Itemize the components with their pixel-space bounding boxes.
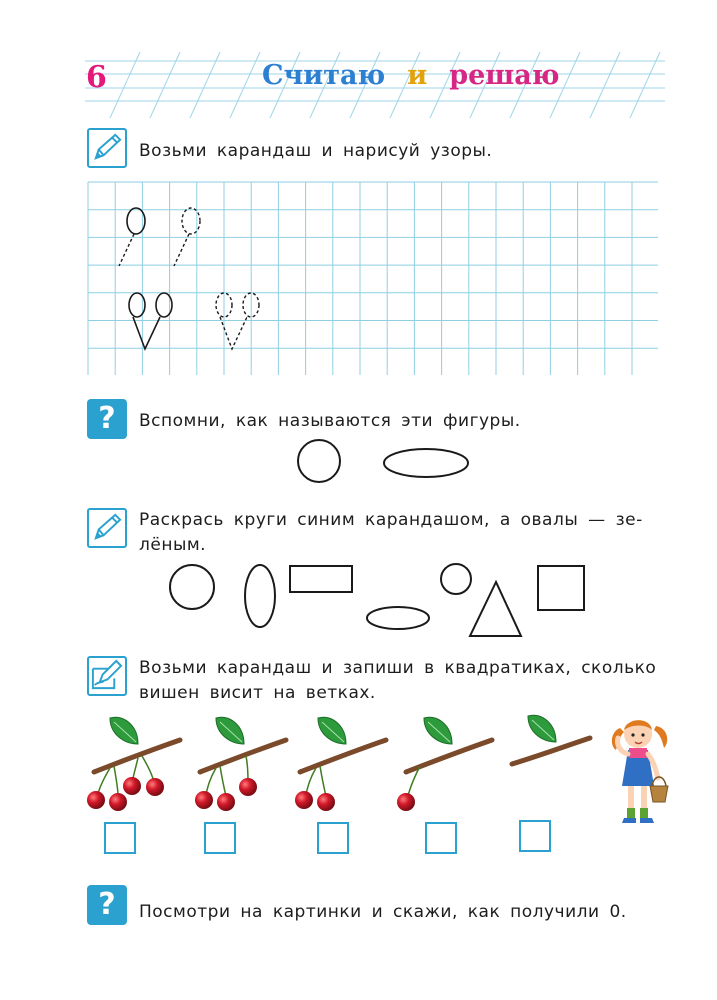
answer-box-3[interactable]	[317, 822, 349, 854]
answer-box-5[interactable]	[519, 820, 551, 852]
task-shapes-text: Вспомни, как называются эти фигуры.	[139, 411, 521, 431]
page-title	[262, 60, 559, 91]
cherry-branch-5	[512, 715, 590, 764]
girl-illustration	[602, 712, 676, 832]
title-word-1: Считаю	[262, 60, 386, 91]
shape-oval-horizontal	[367, 607, 429, 629]
writing-icon	[87, 656, 127, 696]
task-cherries-line1: Возьми карандаш и запиши в квадратиках, сколько	[139, 658, 657, 678]
cherry-branches	[80, 712, 600, 817]
shape-circle-small	[441, 564, 471, 594]
answer-box-4[interactable]	[425, 822, 457, 854]
cherry-branch-1	[87, 717, 180, 811]
pattern-string-dashed	[119, 234, 134, 266]
question-icon: ?	[87, 399, 127, 439]
cherry-branch-3	[295, 717, 386, 811]
shape-rectangle	[290, 566, 352, 592]
answer-box-1[interactable]	[104, 822, 136, 854]
answer-box-2[interactable]	[204, 822, 236, 854]
shape-circle	[298, 440, 340, 482]
title-word-3: решаю	[449, 60, 560, 91]
shape-oval	[384, 449, 468, 477]
shape-square	[538, 566, 584, 610]
pattern-pair-strings	[133, 317, 160, 349]
shape-triangle	[470, 582, 521, 636]
task-zero-text: Посмотри на картинки и скажи, как получили 0.	[139, 902, 627, 922]
question-icon: ?	[87, 885, 127, 925]
task-cherries-line2: вишен висит на ветках.	[139, 683, 376, 703]
cherry-branch-4	[397, 717, 492, 811]
pattern-grid	[87, 181, 660, 377]
coloring-shapes	[160, 556, 600, 642]
shape-oval-vertical	[245, 565, 275, 627]
task-coloring-line1: Раскрась круги синим карандашом, а овалы — зе-	[139, 510, 643, 530]
cherry-branch-2	[195, 717, 286, 811]
task-coloring-line2: лёным.	[139, 535, 207, 555]
task-patterns-text: Возьми карандаш и нарисуй узоры.	[139, 141, 493, 161]
shapes-circle-oval	[290, 436, 480, 488]
shape-circle-large	[170, 565, 214, 609]
pencil-icon	[87, 128, 127, 168]
page-number: 6	[86, 60, 107, 95]
pencil-icon	[87, 508, 127, 548]
title-word-2: и	[407, 60, 428, 91]
